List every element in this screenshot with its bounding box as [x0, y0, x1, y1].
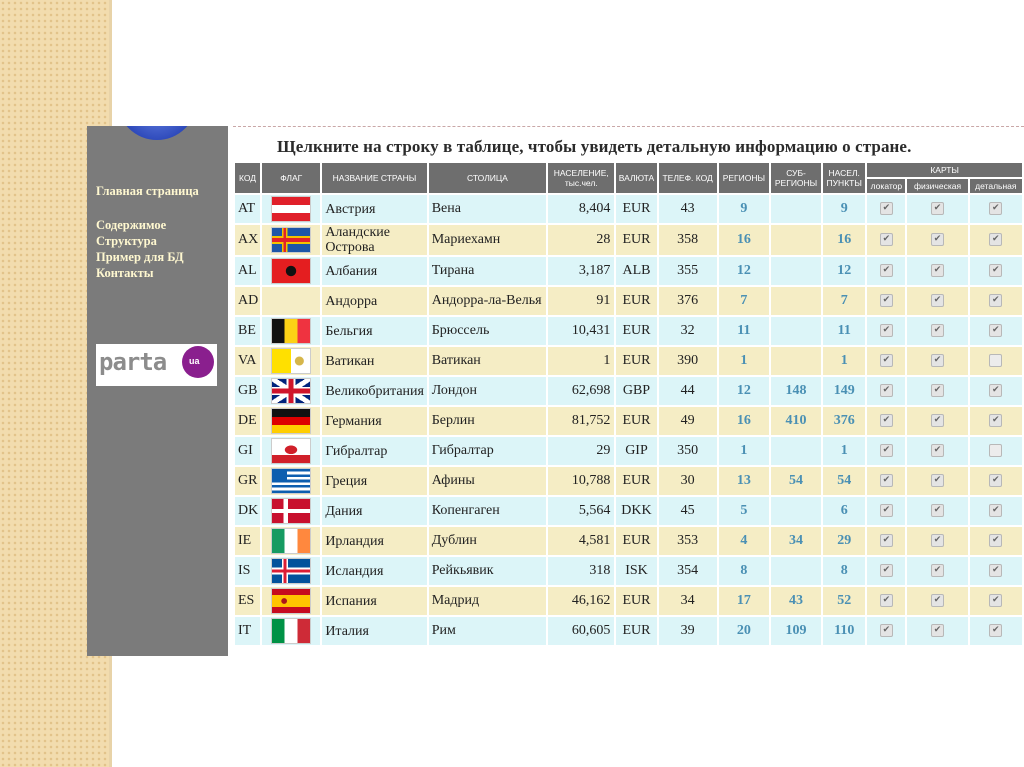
cell-settlements: 52 — [823, 587, 865, 615]
cell-capital: Лондон — [429, 377, 546, 405]
cell-settlements: 8 — [823, 557, 865, 585]
cell-country-name: Андорра — [322, 287, 426, 315]
cell-flag — [262, 287, 320, 315]
cell-map-detailed — [970, 407, 1022, 435]
cell-code: AT — [235, 195, 260, 223]
map-locator-checkbox[interactable]: ✔ — [880, 564, 893, 577]
cell-flag — [262, 257, 320, 285]
flag-greece-icon — [272, 469, 310, 493]
sidebar — [87, 126, 228, 656]
map-physical-checkbox[interactable]: ✔ — [931, 534, 944, 547]
flag-ireland-icon — [272, 529, 310, 553]
cell-code: AD — [235, 287, 260, 315]
countries-table — [233, 161, 1024, 647]
cell-subregions: 43 — [771, 587, 821, 615]
cell-subregions: 410 — [771, 407, 821, 435]
cell-map-locator — [867, 347, 905, 375]
flag-belgium-icon — [272, 319, 310, 343]
cell-phone-code: 34 — [659, 587, 717, 615]
cell-phone-code: 39 — [659, 617, 717, 645]
map-physical-checkbox[interactable]: ✔ — [931, 294, 944, 307]
cell-map-physical — [907, 195, 967, 223]
cell-currency: GIP — [616, 437, 656, 465]
cell-code: GI — [235, 437, 260, 465]
cell-code: GR — [235, 467, 260, 495]
cell-flag — [262, 225, 320, 255]
map-detailed-checkbox[interactable]: ✔ — [989, 474, 1002, 487]
table-row[interactable] — [235, 497, 1022, 525]
flag-vatican-icon — [272, 349, 310, 373]
cell-phone-code: 376 — [659, 287, 717, 315]
cell-map-locator — [867, 497, 905, 525]
table-row[interactable] — [235, 557, 1022, 585]
nav-contacts-link[interactable]: Контакты — [96, 266, 154, 280]
table-row[interactable] — [235, 587, 1022, 615]
cell-phone-code: 355 — [659, 257, 717, 285]
cell-flag — [262, 195, 320, 223]
cell-map-detailed — [970, 195, 1022, 223]
nav-home-link[interactable]: Главная страница — [96, 184, 199, 198]
cell-code: IE — [235, 527, 260, 555]
flag-spain-icon — [272, 589, 310, 613]
map-physical-checkbox[interactable]: ✔ — [931, 474, 944, 487]
cell-subregions: 148 — [771, 377, 821, 405]
map-physical-checkbox[interactable]: ✔ — [931, 264, 944, 277]
table-row[interactable] — [235, 225, 1022, 255]
cell-currency: EUR — [616, 347, 656, 375]
cell-country-name: Греция — [322, 467, 426, 495]
cell-map-physical — [907, 257, 967, 285]
cell-phone-code: 43 — [659, 195, 717, 223]
cell-code: DE — [235, 407, 260, 435]
cell-regions: 16 — [719, 407, 769, 435]
map-locator-checkbox[interactable]: ✔ — [880, 324, 893, 337]
cell-country-name: Ватикан — [322, 347, 426, 375]
cell-map-physical — [907, 527, 967, 555]
dashed-divider — [233, 126, 1024, 127]
cell-map-physical — [907, 467, 967, 495]
cell-country-name: Ирландия — [322, 527, 426, 555]
cell-capital: Берлин — [429, 407, 546, 435]
sidebar-nav — [96, 183, 199, 281]
cell-phone-code: 45 — [659, 497, 717, 525]
cell-map-detailed — [970, 587, 1022, 615]
cell-map-locator — [867, 437, 905, 465]
cell-population: 5,564 — [548, 497, 614, 525]
map-detailed-checkbox[interactable]: ✔ — [989, 594, 1002, 607]
cell-subregions — [771, 347, 821, 375]
cell-regions: 16 — [719, 225, 769, 255]
map-locator-checkbox[interactable]: ✔ — [880, 354, 893, 367]
cell-capital: Ватикан — [429, 347, 546, 375]
header-phone: ТЕЛЕФ. КОД — [659, 163, 717, 193]
cell-regions: 7 — [719, 287, 769, 315]
cell-flag — [262, 377, 320, 405]
map-detailed-checkbox[interactable]: ✔ — [989, 384, 1002, 397]
cell-code: DK — [235, 497, 260, 525]
cell-settlements: 110 — [823, 617, 865, 645]
map-locator-checkbox[interactable]: ✔ — [880, 474, 893, 487]
cell-map-detailed — [970, 347, 1022, 375]
cell-currency: EUR — [616, 407, 656, 435]
cell-settlements: 1 — [823, 437, 865, 465]
table-row[interactable] — [235, 527, 1022, 555]
cell-code: AX — [235, 225, 260, 255]
cell-currency: ALB — [616, 257, 656, 285]
cell-country-name: Исландия — [322, 557, 426, 585]
screenshot-slide — [87, 126, 1024, 656]
cell-currency: EUR — [616, 225, 656, 255]
cell-settlements: 54 — [823, 467, 865, 495]
cell-map-physical — [907, 407, 967, 435]
flag-austria-icon — [272, 197, 310, 221]
cell-map-locator — [867, 257, 905, 285]
cell-country-name: Аландские Острова — [322, 225, 426, 255]
cell-phone-code: 350 — [659, 437, 717, 465]
cell-code: AL — [235, 257, 260, 285]
header-capital: СТОЛИЦА — [429, 163, 546, 193]
cell-population: 46,162 — [548, 587, 614, 615]
cell-regions: 12 — [719, 257, 769, 285]
cell-regions: 8 — [719, 557, 769, 585]
header-settlements: НАСЕЛ. ПУНКТЫ — [823, 163, 865, 193]
cell-code: IS — [235, 557, 260, 585]
cell-population: 28 — [548, 225, 614, 255]
cell-regions: 13 — [719, 467, 769, 495]
header-currency: ВАЛЮТА — [616, 163, 656, 193]
cell-settlements: 16 — [823, 225, 865, 255]
map-locator-checkbox[interactable]: ✔ — [880, 624, 893, 637]
cell-regions: 12 — [719, 377, 769, 405]
main-content — [233, 126, 1024, 656]
cell-phone-code: 390 — [659, 347, 717, 375]
cell-map-physical — [907, 225, 967, 255]
page-heading: Щелкните на строку в таблице, чтобы увидеть детальную информацию о стране. — [277, 137, 912, 156]
cell-capital: Копенгаген — [429, 497, 546, 525]
cell-capital: Андорра-ла-Велья — [429, 287, 546, 315]
cell-flag — [262, 557, 320, 585]
map-locator-checkbox[interactable]: ✔ — [880, 202, 893, 215]
cell-population: 91 — [548, 287, 614, 315]
cell-map-detailed — [970, 317, 1022, 345]
cell-capital: Афины — [429, 467, 546, 495]
cell-population: 10,431 — [548, 317, 614, 345]
cell-map-locator — [867, 617, 905, 645]
cell-capital: Мадрид — [429, 587, 546, 615]
header-regions: РЕГИОНЫ — [719, 163, 769, 193]
nav-contents-link[interactable]: Содержимое — [96, 218, 167, 232]
cell-subregions — [771, 497, 821, 525]
cell-code: GB — [235, 377, 260, 405]
table-row[interactable] — [235, 195, 1022, 223]
map-physical-checkbox[interactable]: ✔ — [931, 564, 944, 577]
map-physical-checkbox[interactable]: ✔ — [931, 324, 944, 337]
cell-capital: Дублин — [429, 527, 546, 555]
cell-settlements: 9 — [823, 195, 865, 223]
cell-population: 62,698 — [548, 377, 614, 405]
cell-phone-code: 358 — [659, 225, 717, 255]
cell-map-locator — [867, 377, 905, 405]
cell-subregions — [771, 257, 821, 285]
table-row[interactable] — [235, 317, 1022, 345]
cell-map-locator — [867, 557, 905, 585]
cell-settlements: 1 — [823, 347, 865, 375]
map-detailed-checkbox[interactable]: ✔ — [989, 264, 1002, 277]
cell-population: 29 — [548, 437, 614, 465]
cell-capital: Тирана — [429, 257, 546, 285]
cell-flag — [262, 347, 320, 375]
cell-map-detailed — [970, 497, 1022, 525]
header-subregions: СУБ-РЕГИОНЫ — [771, 163, 821, 193]
map-detailed-checkbox[interactable]: ✔ — [989, 324, 1002, 337]
map-detailed-checkbox[interactable]: ✔ — [989, 504, 1002, 517]
flag-germany-icon — [272, 409, 310, 433]
cell-map-physical — [907, 317, 967, 345]
table-row[interactable] — [235, 347, 1022, 375]
cell-settlements: 11 — [823, 317, 865, 345]
cell-map-locator — [867, 317, 905, 345]
cell-currency: EUR — [616, 317, 656, 345]
cell-settlements: 149 — [823, 377, 865, 405]
cell-map-physical — [907, 497, 967, 525]
cell-map-physical — [907, 347, 967, 375]
map-detailed-checkbox[interactable]: ✔ — [989, 534, 1002, 547]
cell-regions: 1 — [719, 347, 769, 375]
cell-flag — [262, 317, 320, 345]
cell-map-locator — [867, 587, 905, 615]
table-row[interactable] — [235, 437, 1022, 465]
logo-suffix: ua — [189, 356, 200, 366]
cell-regions: 17 — [719, 587, 769, 615]
cell-code: BE — [235, 317, 260, 345]
table-row[interactable] — [235, 377, 1022, 405]
cell-regions: 9 — [719, 195, 769, 223]
cell-population: 8,404 — [548, 195, 614, 223]
cell-flag — [262, 497, 320, 525]
cell-map-detailed — [970, 287, 1022, 315]
cell-phone-code: 49 — [659, 407, 717, 435]
cell-map-locator — [867, 195, 905, 223]
cell-map-detailed — [970, 467, 1022, 495]
map-physical-checkbox[interactable]: ✔ — [931, 504, 944, 517]
cell-subregions: 54 — [771, 467, 821, 495]
map-locator-checkbox[interactable]: ✔ — [880, 384, 893, 397]
cell-country-name: Албания — [322, 257, 426, 285]
map-detailed-checkbox[interactable] — [989, 354, 1002, 367]
cell-population: 1 — [548, 347, 614, 375]
parta-logo[interactable] — [96, 344, 217, 386]
flag-denmark-icon — [272, 499, 310, 523]
map-locator-checkbox[interactable]: ✔ — [880, 264, 893, 277]
cell-subregions — [771, 317, 821, 345]
nav-structure-link[interactable]: Структура — [96, 234, 157, 248]
cell-regions: 5 — [719, 497, 769, 525]
cell-regions: 20 — [719, 617, 769, 645]
cell-country-name: Дания — [322, 497, 426, 525]
cell-capital: Рейкьявик — [429, 557, 546, 585]
cell-population: 60,605 — [548, 617, 614, 645]
flag-albania-icon — [272, 259, 310, 283]
cell-map-detailed — [970, 225, 1022, 255]
cell-currency: DKK — [616, 497, 656, 525]
cell-settlements: 29 — [823, 527, 865, 555]
cell-map-physical — [907, 437, 967, 465]
cell-country-name: Бельгия — [322, 317, 426, 345]
cell-settlements: 6 — [823, 497, 865, 525]
cell-settlements: 7 — [823, 287, 865, 315]
map-locator-checkbox[interactable]: ✔ — [880, 294, 893, 307]
cell-map-detailed — [970, 437, 1022, 465]
cell-country-name: Гибралтар — [322, 437, 426, 465]
map-physical-checkbox[interactable]: ✔ — [931, 202, 944, 215]
cell-currency: EUR — [616, 617, 656, 645]
cell-population: 10,788 — [548, 467, 614, 495]
cell-flag — [262, 467, 320, 495]
map-locator-checkbox[interactable]: ✔ — [880, 504, 893, 517]
cell-map-physical — [907, 587, 967, 615]
cell-map-physical — [907, 287, 967, 315]
map-physical-checkbox[interactable]: ✔ — [931, 233, 944, 246]
cell-settlements: 376 — [823, 407, 865, 435]
cell-capital: Гибралтар — [429, 437, 546, 465]
cell-population: 81,752 — [548, 407, 614, 435]
cell-settlements: 12 — [823, 257, 865, 285]
cell-map-locator — [867, 407, 905, 435]
header-physical: физическая — [907, 179, 967, 193]
header-detailed: детальная — [970, 179, 1022, 193]
cell-map-physical — [907, 617, 967, 645]
cell-currency: EUR — [616, 587, 656, 615]
table-row[interactable] — [235, 407, 1022, 435]
map-detailed-checkbox[interactable]: ✔ — [989, 233, 1002, 246]
cell-subregions — [771, 437, 821, 465]
cell-flag — [262, 617, 320, 645]
cell-regions: 11 — [719, 317, 769, 345]
cell-flag — [262, 527, 320, 555]
table-row[interactable] — [235, 617, 1022, 645]
cell-phone-code: 32 — [659, 317, 717, 345]
logo-text: parta — [99, 348, 167, 376]
cell-code: ES — [235, 587, 260, 615]
cell-country-name: Великобритания — [322, 377, 426, 405]
map-locator-checkbox[interactable]: ✔ — [880, 233, 893, 246]
cell-subregions — [771, 225, 821, 255]
cell-population: 318 — [548, 557, 614, 585]
map-locator-checkbox[interactable]: ✔ — [880, 414, 893, 427]
cell-subregions — [771, 195, 821, 223]
cell-regions: 4 — [719, 527, 769, 555]
map-detailed-checkbox[interactable]: ✔ — [989, 564, 1002, 577]
cell-capital: Мариехамн — [429, 225, 546, 255]
cell-map-detailed — [970, 527, 1022, 555]
cell-map-detailed — [970, 557, 1022, 585]
cell-capital: Брюссель — [429, 317, 546, 345]
header-code: КОД — [235, 163, 260, 193]
flag-aland-icon — [272, 228, 310, 252]
cell-currency: GBP — [616, 377, 656, 405]
cell-map-detailed — [970, 617, 1022, 645]
map-detailed-checkbox[interactable]: ✔ — [989, 294, 1002, 307]
table-row[interactable] — [235, 467, 1022, 495]
table-row[interactable] — [235, 257, 1022, 285]
cell-subregions: 109 — [771, 617, 821, 645]
cell-map-detailed — [970, 377, 1022, 405]
map-physical-checkbox[interactable]: ✔ — [931, 414, 944, 427]
cell-flag — [262, 407, 320, 435]
header-name: НАЗВАНИЕ СТРАНЫ — [322, 163, 426, 193]
map-detailed-checkbox[interactable] — [989, 444, 1002, 457]
cell-currency: EUR — [616, 527, 656, 555]
cell-capital: Вена — [429, 195, 546, 223]
map-physical-checkbox[interactable]: ✔ — [931, 384, 944, 397]
table-row[interactable] — [235, 287, 1022, 315]
map-detailed-checkbox[interactable]: ✔ — [989, 414, 1002, 427]
map-detailed-checkbox[interactable]: ✔ — [989, 624, 1002, 637]
cell-currency: ISK — [616, 557, 656, 585]
flag-uk-icon — [272, 379, 310, 403]
map-physical-checkbox[interactable]: ✔ — [931, 594, 944, 607]
cell-phone-code: 44 — [659, 377, 717, 405]
map-detailed-checkbox[interactable]: ✔ — [989, 202, 1002, 215]
map-locator-checkbox[interactable]: ✔ — [880, 594, 893, 607]
cell-flag — [262, 587, 320, 615]
nav-db-example-link[interactable]: Пример для БД — [96, 250, 184, 264]
cell-country-name: Испания — [322, 587, 426, 615]
cell-country-name: Италия — [322, 617, 426, 645]
cell-population: 4,581 — [548, 527, 614, 555]
map-locator-checkbox[interactable]: ✔ — [880, 534, 893, 547]
cell-map-physical — [907, 377, 967, 405]
cell-map-locator — [867, 287, 905, 315]
cell-phone-code: 30 — [659, 467, 717, 495]
cell-country-name: Германия — [322, 407, 426, 435]
cell-currency: EUR — [616, 195, 656, 223]
cell-population: 3,187 — [548, 257, 614, 285]
header-maps: КАРТЫ — [867, 163, 1022, 177]
cell-subregions — [771, 287, 821, 315]
cell-flag — [262, 437, 320, 465]
map-physical-checkbox[interactable]: ✔ — [931, 624, 944, 637]
cell-map-locator — [867, 225, 905, 255]
cell-subregions: 34 — [771, 527, 821, 555]
cell-map-locator — [867, 467, 905, 495]
cell-code: VA — [235, 347, 260, 375]
flag-iceland-icon — [272, 559, 310, 583]
cell-map-detailed — [970, 257, 1022, 285]
cell-phone-code: 354 — [659, 557, 717, 585]
cell-code: IT — [235, 617, 260, 645]
header-population: НАСЕЛЕНИЕ, тыс.чел. — [548, 163, 614, 193]
header-locator: локатор — [867, 179, 905, 193]
flag-italy-icon — [272, 619, 310, 643]
cell-capital: Рим — [429, 617, 546, 645]
cell-phone-code: 353 — [659, 527, 717, 555]
cell-map-physical — [907, 557, 967, 585]
globe-logo-icon — [117, 126, 197, 140]
cell-map-locator — [867, 527, 905, 555]
cell-regions: 1 — [719, 437, 769, 465]
map-physical-checkbox[interactable]: ✔ — [931, 354, 944, 367]
header-flag: ФЛАГ — [262, 163, 320, 193]
cell-country-name: Австрия — [322, 195, 426, 223]
cell-currency: EUR — [616, 467, 656, 495]
flag-gibraltar-icon — [272, 439, 310, 463]
cell-subregions — [771, 557, 821, 585]
map-physical-checkbox[interactable]: ✔ — [931, 444, 944, 457]
cell-currency: EUR — [616, 287, 656, 315]
map-locator-checkbox[interactable]: ✔ — [880, 444, 893, 457]
